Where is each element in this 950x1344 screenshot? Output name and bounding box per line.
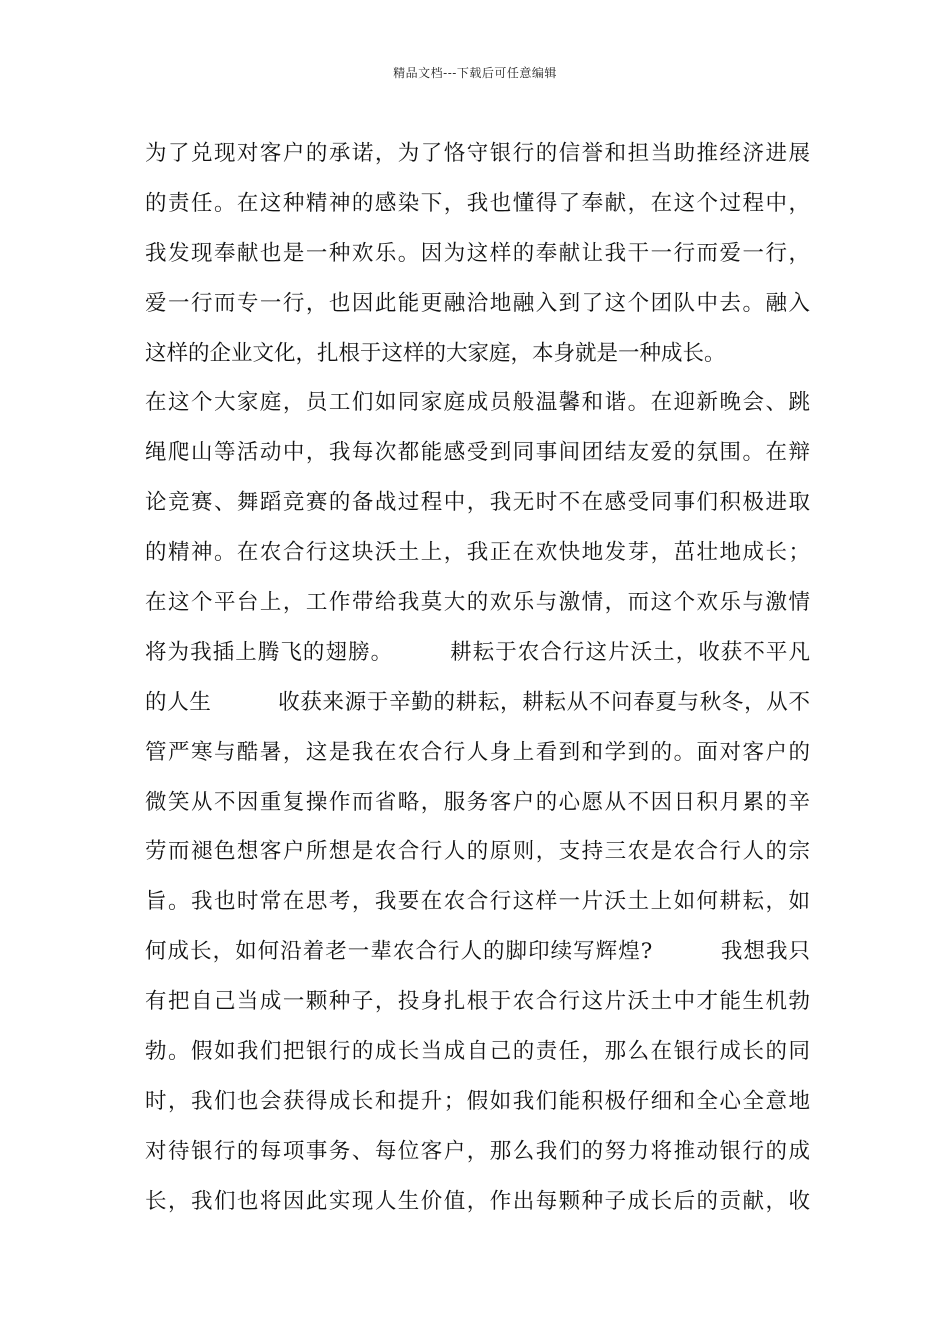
- text-line: 勃。假如我们把银行的成长当成自己的责任，那么在银行成长的同: [145, 1039, 810, 1065]
- text-line: 劳而褪色想客户所想是农合行人的原则，支持三农是农合行人的宗: [145, 839, 810, 865]
- text-line: 的人生 收获来源于辛勤的耕耘，耕耘从不问春夏与秋冬，从不: [145, 689, 810, 715]
- body-text: [145, 129, 810, 1227]
- text-line: 论竞赛、舞蹈竞赛的备战过程中，我无时不在感受同事们积极进取: [145, 490, 810, 516]
- text-line: 这样的企业文化，扎根于这样的大家庭，本身就是一种成长。: [145, 340, 726, 366]
- text-line: 时，我们也会获得成长和提升；假如我们能积极仔细和全心全意地: [145, 1088, 810, 1114]
- text-line: 何成长，如何沿着老一辈农合行人的脚印续写辉煌? 我想我只: [145, 939, 810, 965]
- text-line: 的责任。在这种精神的感染下，我也懂得了奉献，在这个过程中，: [145, 190, 810, 216]
- text-line: 爱一行而专一行，也因此能更融洽地融入到了这个团队中去。融入: [145, 290, 810, 316]
- text-line: 为了兑现对客户的承诺，为了恪守银行的信誉和担当助推经济进展: [145, 141, 810, 166]
- text-line: 在这个平台上，工作带给我莫大的欢乐与激情，而这个欢乐与激情: [145, 590, 810, 616]
- text-line: 管严寒与酷暑，这是我在农合行人身上看到和学到的。面对客户的: [145, 739, 810, 765]
- text-line: 的精神。在农合行这块沃土上，我正在欢快地发芽，茁壮地成长；: [145, 540, 810, 566]
- page-header: 精品文档---下载后可任意编辑: [393, 66, 557, 80]
- text-line: 长，我们也将因此实现人生价值，作出每颗种子成长后的贡献，收: [145, 1188, 810, 1214]
- text-line: 绳爬山等活动中，我每次都能感受到同事间团结友爱的氛围。在辩: [145, 440, 810, 466]
- text-line: 旨。我也时常在思考，我要在农合行这样一片沃土上如何耕耘，如: [145, 889, 810, 915]
- text-line: 在这个大家庭，员工们如同家庭成员般温馨和谐。在迎新晚会、跳: [145, 390, 810, 416]
- text-line: 我发现奉献也是一种欢乐。因为这样的奉献让我干一行而爱一行，: [145, 240, 810, 266]
- text-line: 有把自己当成一颗种子，投身扎根于农合行这片沃土中才能生机勃: [145, 989, 810, 1015]
- text-line: 将为我插上腾飞的翅膀。 耕耘于农合行这片沃土，收获不平凡: [145, 639, 810, 665]
- text-line: 对待银行的每项事务、每位客户，那么我们的努力将推动银行的成: [145, 1138, 810, 1164]
- text-line: 微笑从不因重复操作而省略，服务客户的心愿从不因日积月累的辛: [145, 789, 810, 815]
